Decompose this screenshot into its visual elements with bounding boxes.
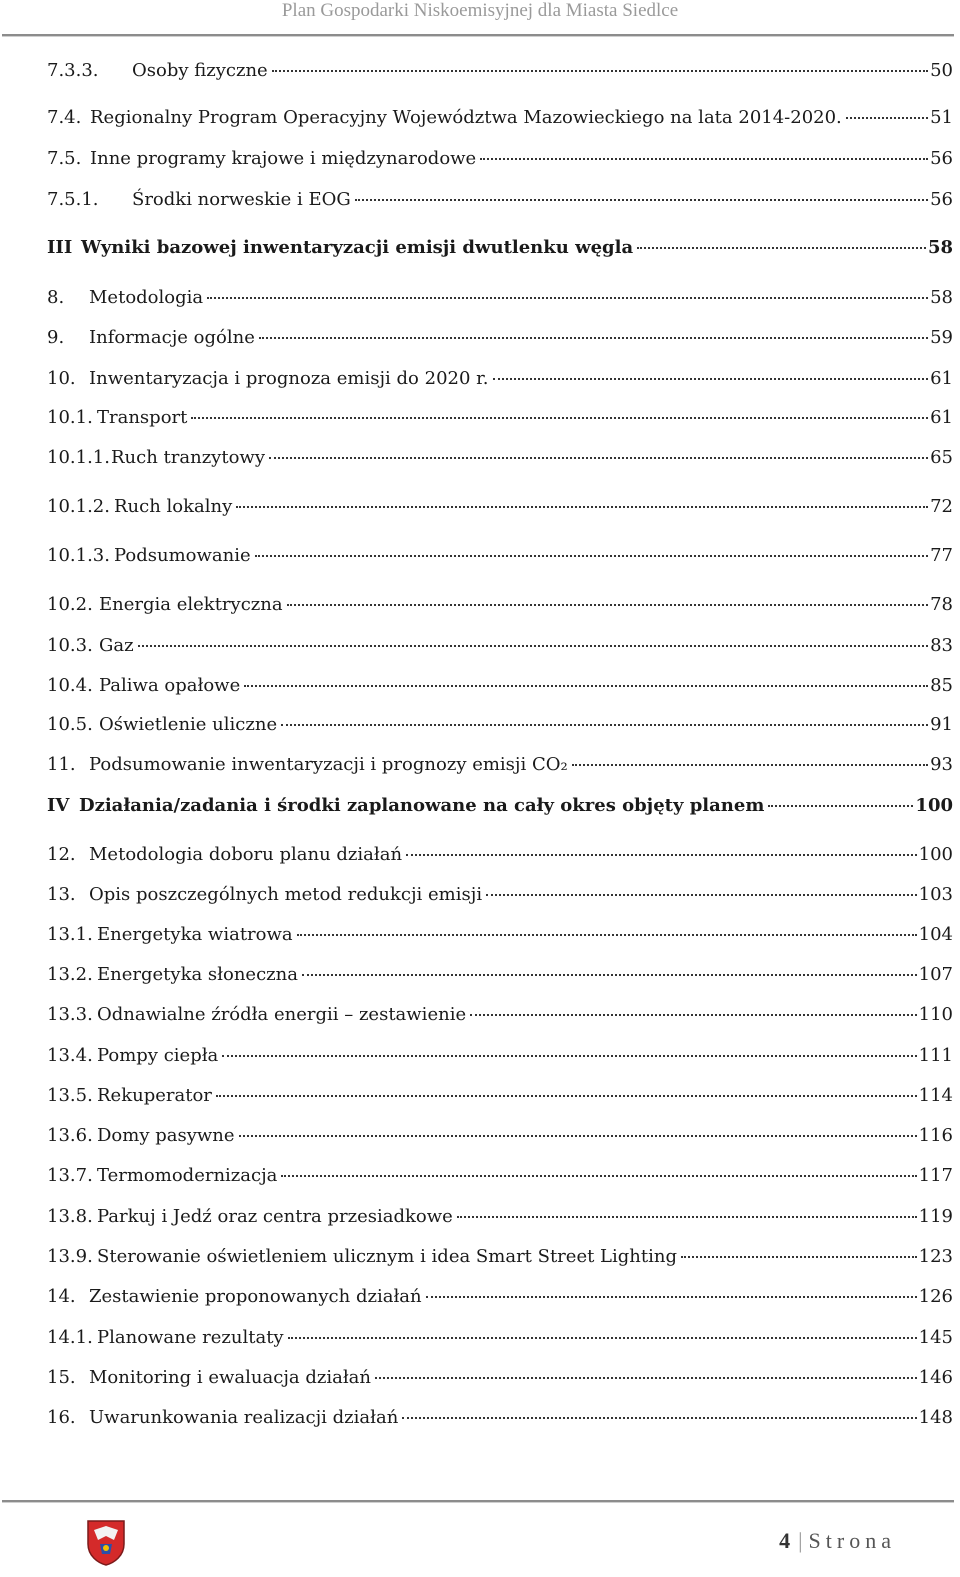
toc-entry-page: 58 <box>927 237 953 258</box>
toc-entry-page: 119 <box>918 1206 953 1227</box>
toc-entry-title: Pompy ciepła <box>97 1045 219 1066</box>
page-word: Strona <box>808 1528 896 1553</box>
toc-dot-leader <box>288 1337 917 1339</box>
toc-entry[interactable] <box>47 59 953 83</box>
toc-entry[interactable] <box>47 1124 953 1148</box>
toc-dot-leader <box>244 685 928 687</box>
footer-separator: | <box>798 1528 803 1553</box>
toc-entry[interactable] <box>47 674 953 698</box>
toc-entry-title: Rekuperator <box>97 1085 212 1106</box>
toc-entry-number: IV <box>47 795 70 816</box>
toc-entry-number: 13.7. <box>47 1165 93 1186</box>
toc-entry-number: 10.5. <box>47 714 93 735</box>
toc-entry-number: 14.1. <box>47 1327 93 1348</box>
toc-entry-page: 91 <box>930 714 953 735</box>
toc-dot-leader <box>287 604 929 606</box>
toc-entry[interactable] <box>47 188 953 212</box>
toc-entry[interactable] <box>47 843 953 867</box>
toc-entry-title: Planowane rezultaty <box>97 1327 284 1348</box>
toc-entry[interactable] <box>47 1084 953 1108</box>
toc-dot-leader <box>426 1296 917 1298</box>
toc-entry[interactable] <box>47 1164 953 1188</box>
toc-entry[interactable] <box>47 147 953 171</box>
toc-entry-page: 77 <box>930 545 953 566</box>
toc-entry-page: 50 <box>930 60 953 81</box>
toc-entry[interactable] <box>47 794 953 818</box>
toc-entry-title: Energia elektryczna <box>99 594 283 615</box>
toc-entry-number: 9. <box>47 327 65 348</box>
toc-dot-leader <box>302 974 917 976</box>
toc-entry-page: 126 <box>918 1286 953 1307</box>
toc-dot-leader <box>402 1417 916 1419</box>
toc-entry-title: Transport <box>97 407 188 428</box>
toc-dot-leader <box>281 1175 916 1177</box>
toc-entry-title: Ruch tranzytowy <box>111 447 266 468</box>
toc-dot-leader <box>486 894 917 896</box>
toc-entry-title: Parkuj i Jedź oraz centra przesiadkowe <box>97 1206 453 1227</box>
toc-entry[interactable] <box>47 753 953 777</box>
toc-dot-leader <box>681 1256 917 1258</box>
toc-entry-page: 72 <box>930 496 953 517</box>
page-number: 4 <box>779 1528 791 1553</box>
toc-entry-title: Oświetlenie uliczne <box>99 714 278 735</box>
toc-entry-number: 10. <box>47 368 76 389</box>
toc-entry-number: 7.4. <box>47 107 82 128</box>
toc-entry-number: 7.3.3. <box>47 60 99 81</box>
toc-dot-leader <box>375 1377 917 1379</box>
toc-dot-leader <box>222 1055 916 1057</box>
toc-entry[interactable] <box>47 495 953 519</box>
toc-entry[interactable] <box>47 286 953 310</box>
footer-divider <box>2 1500 954 1503</box>
toc-dot-leader <box>572 764 928 766</box>
toc-dot-leader <box>406 854 917 856</box>
toc-entry-number: 10.1.3. <box>47 545 110 566</box>
toc-entry[interactable] <box>47 544 953 568</box>
toc-entry-title: Monitoring i ewaluacja działań <box>89 1367 372 1388</box>
toc-entry-title: Energetyka wiatrowa <box>97 924 293 945</box>
toc-entry[interactable] <box>47 106 953 130</box>
toc-entry-title: Termomodernizacja <box>97 1165 278 1186</box>
city-crest-icon <box>86 1518 126 1566</box>
toc-dot-leader <box>255 555 928 557</box>
toc-dot-leader <box>138 645 929 647</box>
toc-entry-title: Informacje ogólne <box>89 327 255 348</box>
toc-entry[interactable] <box>47 367 953 391</box>
toc-entry-page: 56 <box>930 189 953 210</box>
toc-entry-title: Wyniki bazowej inwentaryzacji emisji dwutlenku węgla <box>81 237 634 258</box>
toc-entry-title: Uwarunkowania realizacji działań <box>89 1407 399 1428</box>
toc-entry-title: Energetyka słoneczna <box>97 964 298 985</box>
toc-entry-page: 93 <box>930 754 953 775</box>
toc-entry[interactable] <box>47 1285 953 1309</box>
toc-entry[interactable] <box>47 236 953 260</box>
toc-entry[interactable] <box>47 1205 953 1229</box>
toc-entry-page: 107 <box>918 964 953 985</box>
toc-entry-number: 13.8. <box>47 1206 93 1227</box>
toc-dot-leader <box>846 117 928 119</box>
toc-entry-number: 7.5. <box>47 148 82 169</box>
toc-entry[interactable] <box>47 406 953 430</box>
toc-entry-number: 10.1.2. <box>47 496 110 517</box>
page-header <box>0 0 960 36</box>
toc-entry-page: 103 <box>918 884 953 905</box>
toc-entry-page: 100 <box>918 844 953 865</box>
toc-entry-page: 85 <box>930 675 953 696</box>
toc-entry-page: 83 <box>930 635 953 656</box>
toc-entry-page: 104 <box>918 924 953 945</box>
toc-entry-number: 13.1. <box>47 924 93 945</box>
toc-entry-number: 10.1.1. <box>47 447 110 468</box>
toc-entry[interactable] <box>47 1326 953 1350</box>
toc-entry-page: 148 <box>918 1407 953 1428</box>
toc-entry[interactable] <box>47 1245 953 1269</box>
toc-entry-page: 116 <box>918 1125 953 1146</box>
toc-entry-title: Działania/zadania i środki zaplanowane na cały okres objęty planem <box>79 795 765 816</box>
toc-entry[interactable] <box>47 446 953 470</box>
toc-entry-number: 15. <box>47 1367 76 1388</box>
toc-entry-number: 14. <box>47 1286 76 1307</box>
toc-entry-page: 110 <box>918 1004 953 1025</box>
toc-entry-page: 65 <box>930 447 953 468</box>
toc-entry-number: 16. <box>47 1407 76 1428</box>
toc-dot-leader <box>281 724 928 726</box>
toc-entry-number: 10.2. <box>47 594 93 615</box>
toc-dot-leader <box>355 199 928 201</box>
toc-entry[interactable] <box>47 963 953 987</box>
toc-entry-page: 117 <box>918 1165 953 1186</box>
toc-entry[interactable] <box>47 326 953 350</box>
toc-entry-number: 10.1. <box>47 407 93 428</box>
toc-dot-leader <box>259 337 928 339</box>
toc-dot-leader <box>768 805 913 807</box>
toc-dot-leader <box>236 506 928 508</box>
toc-dot-leader <box>272 70 928 72</box>
toc-entry-number: 13.4. <box>47 1045 93 1066</box>
toc-entry-page: 78 <box>930 594 953 615</box>
toc-entry[interactable] <box>47 923 953 947</box>
toc-entry-title: Paliwa opałowe <box>99 675 241 696</box>
toc-entry[interactable] <box>47 713 953 737</box>
toc-entry-title: Opis poszczególnych metod redukcji emisji <box>89 884 483 905</box>
toc-entry-number: 8. <box>47 287 65 308</box>
toc-entry-title: Podsumowanie inwentaryzacji i prognozy emisji CO₂ <box>89 754 568 775</box>
toc-entry-page: 61 <box>930 368 953 389</box>
toc-entry-page: 146 <box>918 1367 953 1388</box>
toc-dot-leader <box>239 1135 917 1137</box>
toc-entry[interactable] <box>47 1003 953 1027</box>
toc-entry-number: 13.9. <box>47 1246 93 1267</box>
document-title: Plan Gospodarki Niskoemisyjnej dla Miasta Siedlce <box>281 0 679 21</box>
toc-entry-number: 13.3. <box>47 1004 93 1025</box>
toc-entry-number: 13. <box>47 884 76 905</box>
toc-entry-number: 7.5.1. <box>47 189 99 210</box>
toc-entry-title: Metodologia <box>89 287 204 308</box>
page-indicator <box>779 1528 896 1554</box>
toc-entry-title: Sterowanie oświetleniem ulicznym i idea Smart Street Lighting <box>97 1246 677 1267</box>
toc-dot-leader <box>457 1216 917 1218</box>
toc-entry-page: 61 <box>930 407 953 428</box>
toc-dot-leader <box>207 297 928 299</box>
toc-entry-page: 58 <box>930 287 953 308</box>
toc-entry-title: Inne programy krajowe i międzynarodowe <box>90 148 477 169</box>
toc-dot-leader <box>297 934 917 936</box>
toc-entry-number: III <box>47 237 73 258</box>
toc-entry-page: 123 <box>918 1246 953 1267</box>
toc-entry-page: 51 <box>930 107 953 128</box>
toc-entry-title: Regionalny Program Operacyjny Województwa Mazowieckiego na lata 2014-2020. <box>90 107 842 128</box>
toc-entry-page: 114 <box>918 1085 953 1106</box>
toc-entry-number: 10.3. <box>47 635 93 656</box>
toc-entry-title: Osoby fizyczne <box>132 60 268 81</box>
toc-entry[interactable] <box>47 1366 953 1390</box>
toc-entry-page: 100 <box>915 795 953 816</box>
toc-entry-page: 111 <box>918 1045 953 1066</box>
toc-entry-page: 56 <box>930 148 953 169</box>
toc-entry-title: Metodologia doboru planu działań <box>89 844 403 865</box>
header-divider <box>2 34 954 37</box>
toc-dot-leader <box>470 1014 917 1016</box>
toc-entry[interactable] <box>47 634 953 658</box>
toc-entry-page: 59 <box>930 327 953 348</box>
toc-entry-number: 13.6. <box>47 1125 93 1146</box>
toc-entry-number: 13.2. <box>47 964 93 985</box>
toc-entry[interactable] <box>47 1044 953 1068</box>
toc-entry-number: 12. <box>47 844 76 865</box>
toc-entry[interactable] <box>47 593 953 617</box>
toc-entry-title: Domy pasywne <box>97 1125 235 1146</box>
toc-entry-page: 145 <box>918 1327 953 1348</box>
toc-dot-leader <box>480 158 928 160</box>
toc-dot-leader <box>269 457 928 459</box>
toc-entry[interactable] <box>47 883 953 907</box>
toc-entry-title: Środki norweskie i EOG <box>132 189 351 210</box>
toc-dot-leader <box>191 417 928 419</box>
toc-entry-number: 13.5. <box>47 1085 93 1106</box>
toc-entry-title: Zestawienie proponowanych działań <box>89 1286 422 1307</box>
toc-dot-leader <box>637 247 926 249</box>
toc-entry-number: 11. <box>47 754 76 775</box>
toc-entry-title: Odnawialne źródła energii – zestawienie <box>97 1004 467 1025</box>
toc-dot-leader <box>216 1095 917 1097</box>
toc-dot-leader <box>493 378 929 380</box>
toc-entry-title: Ruch lokalny <box>114 496 233 517</box>
toc-entry-title: Podsumowanie <box>114 545 251 566</box>
toc-entry-title: Gaz <box>99 635 134 656</box>
toc-entry-number: 10.4. <box>47 675 93 696</box>
toc-entry[interactable] <box>47 1406 953 1430</box>
toc-entry-title: Inwentaryzacja i prognoza emisji do 2020 r. <box>89 368 489 389</box>
